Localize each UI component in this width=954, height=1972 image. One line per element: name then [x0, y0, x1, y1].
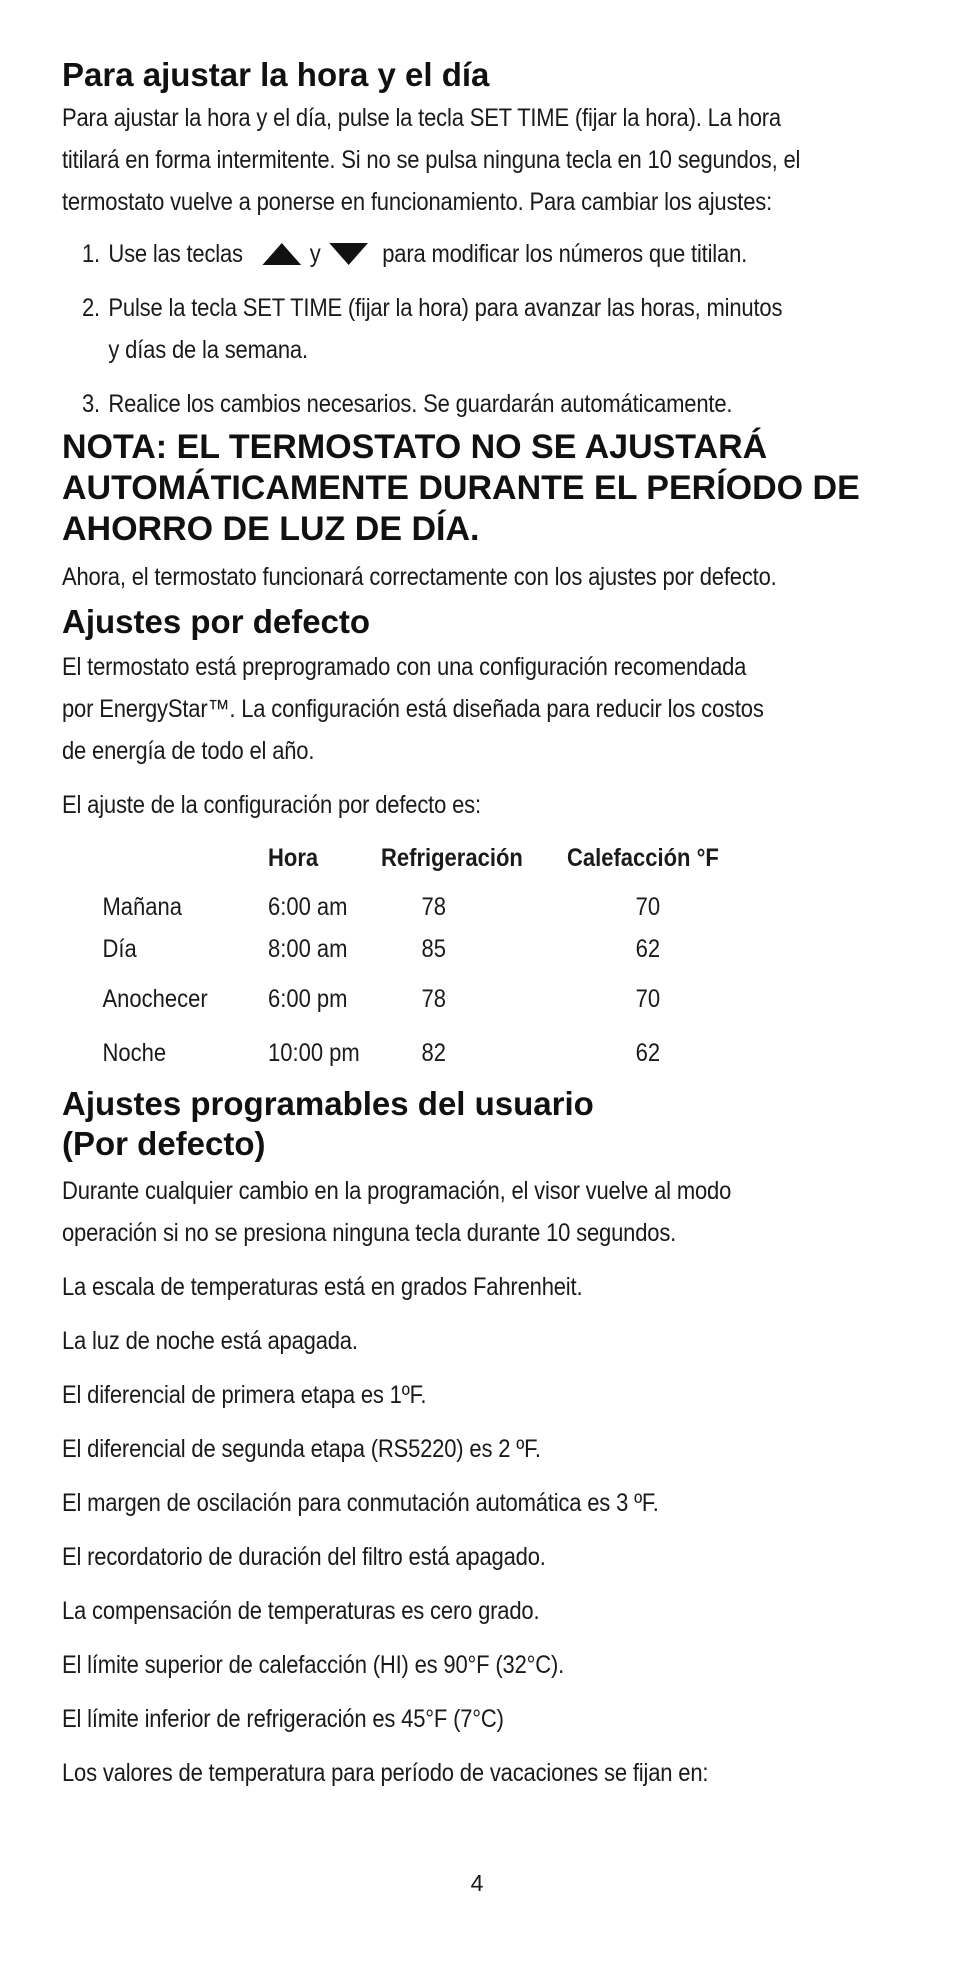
period-cell: Día [102, 934, 137, 963]
period-cell: Mañana [102, 892, 182, 921]
page-content [62, 55, 902, 1794]
table-intro: El ajuste de la configuración por defecto es: [62, 791, 481, 819]
heating-cell: 62 [635, 934, 661, 963]
step-text: para modificar los números que titilan. [382, 240, 748, 268]
step-text-cont: y días de la semana. [108, 336, 308, 364]
time-cell: 6:00 pm [268, 984, 348, 1013]
section-title-defaults: Ajustes por defecto [62, 603, 371, 640]
step-text: Pulse la tecla SET TIME (fijar la hora) para avanzar las horas, minutos [108, 294, 783, 322]
period-cell: Anochecer [102, 984, 208, 1013]
cooling-cell: 85 [421, 934, 446, 963]
settings-list [62, 1266, 902, 1794]
intro-line-3: termostato vuelve a ponerse en funcionamiento. Para cambiar los ajustes: [62, 188, 773, 216]
time-cell: 10:00 pm [268, 1038, 360, 1067]
setting-item: La luz de noche está apagada. [62, 1327, 358, 1355]
table-header [62, 830, 243, 886]
default-schedule-table [62, 830, 767, 1078]
step-2 [82, 287, 902, 371]
step-text: y [309, 240, 321, 268]
step-1 [82, 233, 902, 277]
setting-item: El límite superior de calefacción (HI) es 90°F (32°C). [62, 1651, 565, 1679]
section-title-user-settings: Ajustes programables del usuario [62, 1085, 594, 1122]
defaults-line-3: de energía de todo el año. [62, 737, 315, 765]
step-number: 3. [82, 390, 100, 418]
user-settings-line-2: operación si no se presiona ninguna tecla durante 10 segundos. [62, 1219, 677, 1247]
down-arrow-icon [329, 243, 368, 265]
page-number: 4 [470, 1870, 484, 1896]
section-subtitle-user-settings: (Por defecto) [62, 1125, 266, 1162]
section-title-set-time: Para ajustar la hora y el día [62, 56, 490, 93]
cooling-cell: 78 [421, 892, 446, 921]
table-row [62, 928, 767, 970]
time-cell: 6:00 am [268, 892, 348, 921]
defaults-line-1: El termostato está preprogramado con una configuración recomendada [62, 653, 747, 681]
table-row [62, 886, 767, 928]
heating-cell: 70 [635, 984, 661, 1013]
time-cell: 8:00 am [268, 934, 348, 963]
setting-item: El diferencial de segunda etapa (RS5220) es 2 ºF. [62, 1435, 541, 1463]
step-number: 2. [82, 294, 100, 322]
step-text: Use las teclas [108, 240, 243, 268]
table-row [62, 1028, 767, 1078]
heating-cell: 70 [635, 892, 661, 921]
table-header-row [62, 830, 767, 886]
heating-cell: 62 [635, 1038, 661, 1067]
steps-list [82, 233, 902, 425]
setting-item: La compensación de temperaturas es cero grado. [62, 1597, 540, 1625]
step-number: 1. [82, 240, 100, 268]
note-line-2: AUTOMÁTICAMENTE DURANTE EL PERÍODO DE [62, 469, 860, 507]
note-block [62, 427, 902, 550]
table-header-heating: Calefacción °F [567, 843, 719, 872]
defaults-line-2: por EnergyStar™. La configuración está diseñada para reducir los costos [62, 695, 764, 723]
up-arrow-icon [262, 243, 301, 265]
setting-item: El margen de oscilación para conmutación automática es 3 ºF. [62, 1489, 659, 1517]
note-followup: Ahora, el termostato funcionará correctamente con los ajustes por defecto. [62, 563, 777, 591]
cooling-cell: 82 [421, 1038, 446, 1067]
setting-item: Los valores de temperatura para período de vacaciones se fijan en: [62, 1759, 709, 1787]
period-cell: Noche [102, 1038, 167, 1067]
setting-item: El recordatorio de duración del filtro está apagado. [62, 1543, 546, 1571]
note-line-3: AHORRO DE LUZ DE DÍA. [62, 510, 480, 548]
table-header-hora: Hora [268, 843, 319, 872]
setting-item: El límite inferior de refrigeración es 45°F (7°C) [62, 1705, 504, 1733]
setting-item: El diferencial de primera etapa es 1ºF. [62, 1381, 427, 1409]
cooling-cell: 78 [421, 984, 446, 1013]
step-3 [82, 383, 902, 425]
table-row [62, 970, 767, 1028]
setting-item: La escala de temperaturas está en grados Fahrenheit. [62, 1273, 583, 1301]
step-text: Realice los cambios necesarios. Se guardarán automáticamente. [108, 390, 733, 418]
user-settings-line-1: Durante cualquier cambio en la programación, el visor vuelve al modo [62, 1177, 732, 1205]
table-header-cooling: Refrigeración [381, 843, 523, 872]
intro-line-2: titilará en forma intermitente. Si no se pulsa ninguna tecla en 10 segundos, el [62, 146, 801, 174]
intro-line-1: Para ajustar la hora y el día, pulse la tecla SET TIME (fijar la hora). La hora [62, 104, 781, 132]
note-line-1: NOTA: EL TERMOSTATO NO SE AJUSTARÁ [62, 428, 768, 466]
